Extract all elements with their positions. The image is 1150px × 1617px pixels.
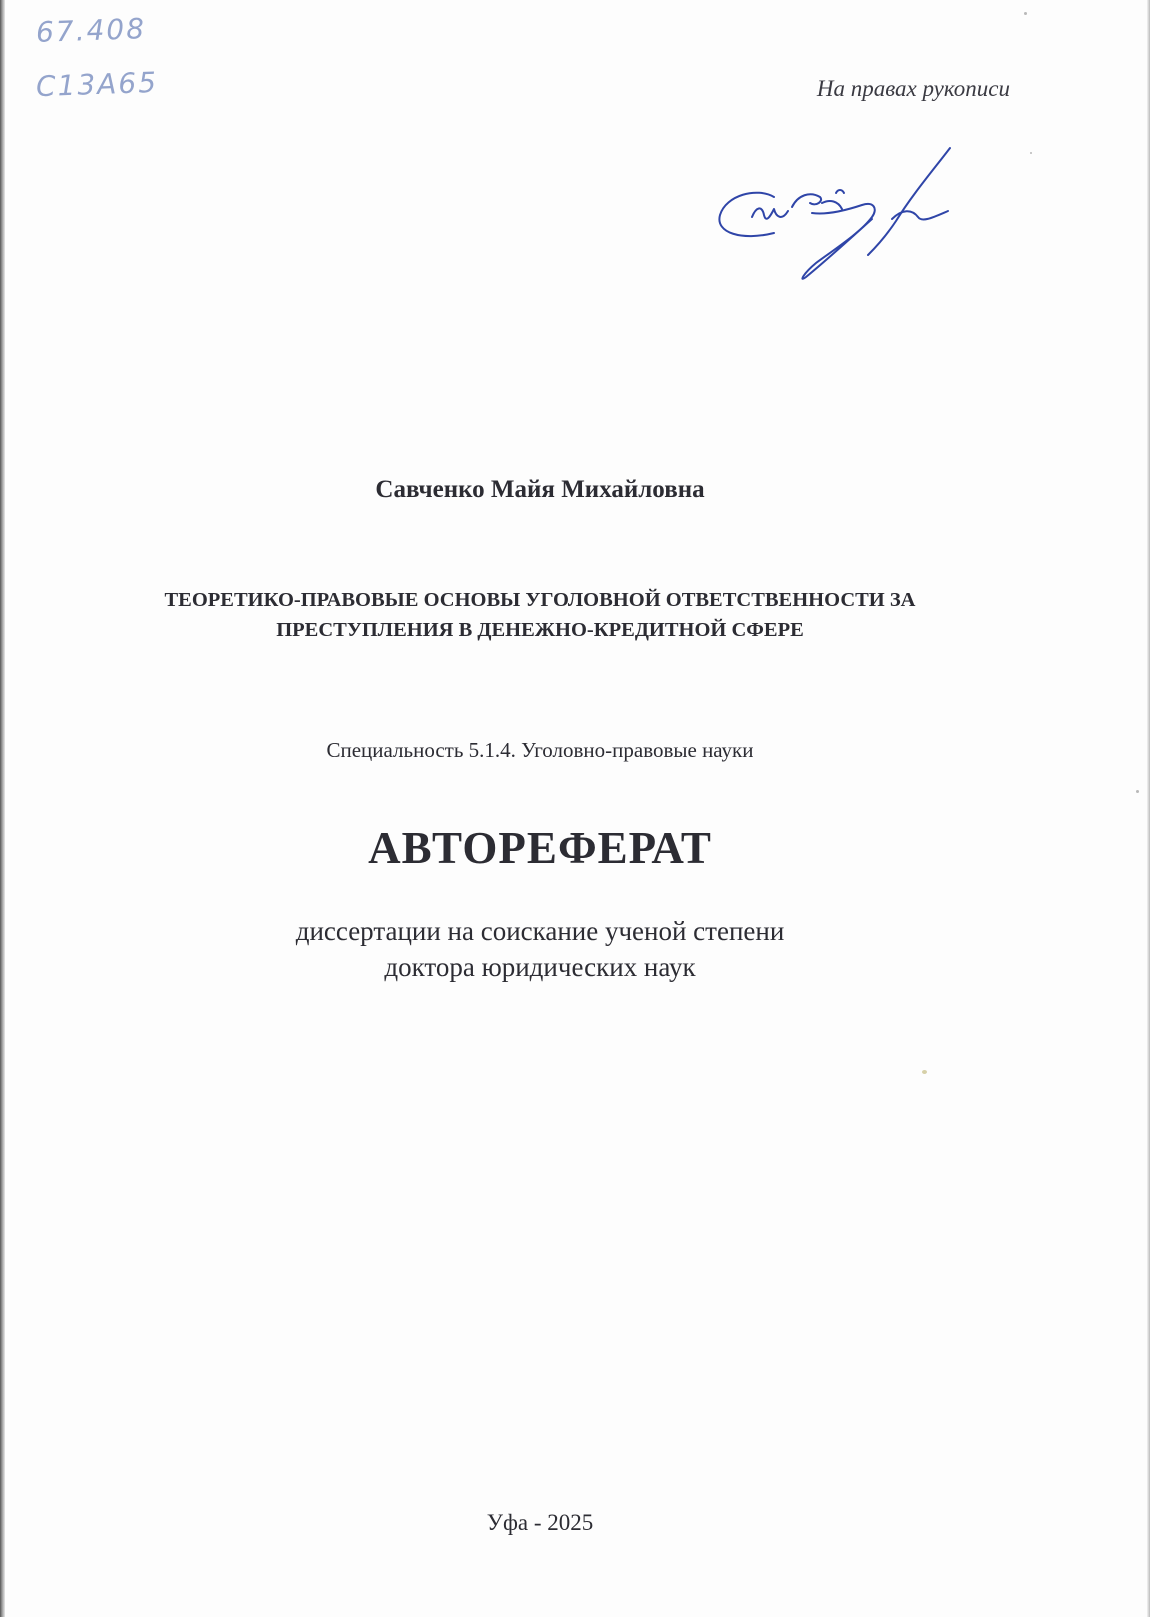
scan-speck — [922, 1070, 927, 1074]
scan-speck — [1030, 152, 1032, 154]
scan-left-edge — [0, 0, 5, 1617]
signature-image — [712, 145, 982, 290]
degree-line-2: доктора юридических наук — [384, 952, 696, 982]
title-line-1: ТЕОРЕТИКО-ПРАВОВЫЕ ОСНОВЫ УГОЛОВНОЙ ОТВЕТСТВЕННОСТИ ЗА — [164, 589, 916, 611]
dissertation-title — [0, 585, 1080, 645]
scan-speck — [1136, 790, 1139, 793]
author-name: Савченко Майя Михайловна — [375, 476, 705, 503]
specialty-line: Специальность 5.1.4. Уголовно-правовые науки — [326, 738, 754, 762]
degree-description — [0, 913, 1080, 985]
document-type-heading: АВТОРЕФЕРАТ — [368, 823, 712, 873]
title-line-2: ПРЕСТУПЛЕНИЯ В ДЕНЕЖНО-КРЕДИТНОЙ СФЕРЕ — [276, 619, 804, 641]
handwritten-catalog-number: 67.408 — [35, 12, 147, 49]
place-and-year: Уфа - 2025 — [486, 1510, 594, 1535]
degree-line-1: диссертации на соискание ученой степени — [295, 916, 785, 946]
manuscript-rights-note: На правах рукописи — [816, 76, 1010, 101]
scan-speck — [1024, 12, 1027, 15]
handwritten-catalog-code: С13А65 — [35, 65, 159, 104]
